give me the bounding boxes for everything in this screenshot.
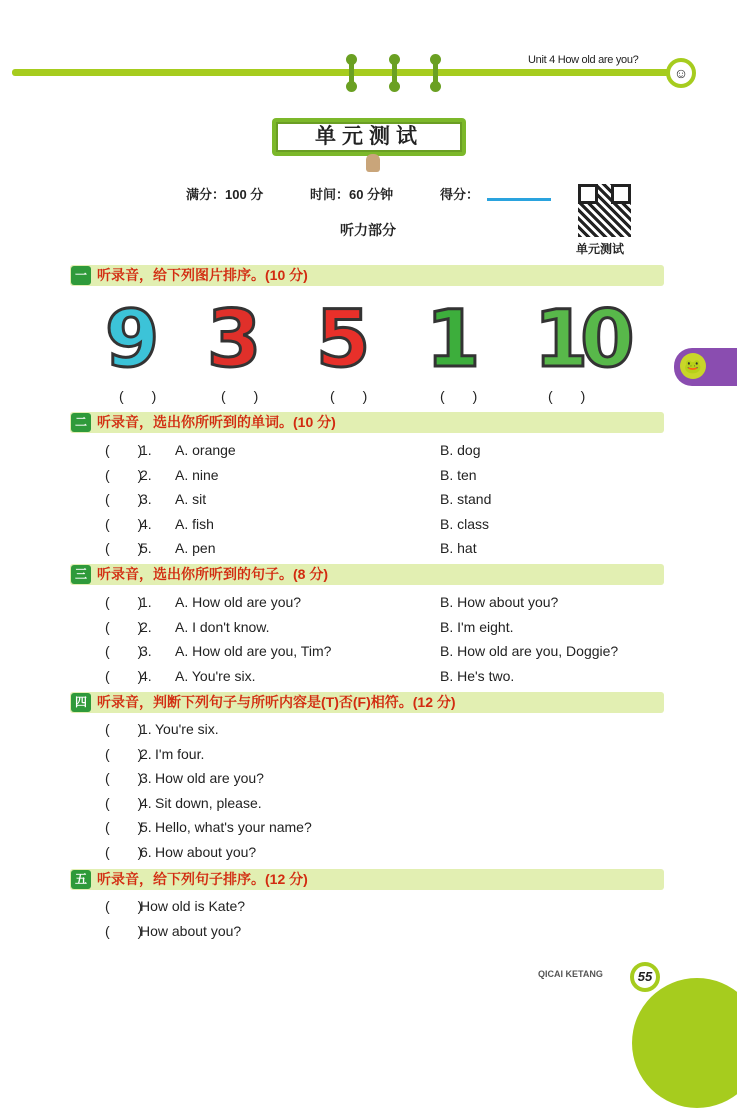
question-row: [0, 641, 737, 661]
question-row: [0, 768, 737, 788]
option-b[interactable]: B. He's two.: [440, 667, 515, 684]
answer-blank[interactable]: ( ): [105, 843, 143, 860]
question-number: 2.: [140, 466, 152, 483]
section-header: [70, 564, 664, 585]
section-title: 听录音，选出你所听到的单词。(10 分): [97, 414, 336, 430]
section-number: 五: [71, 870, 91, 889]
option-a: Hello, what's your name?: [155, 819, 312, 835]
section-header: [70, 692, 664, 713]
question-row: [0, 440, 737, 460]
option-a[interactable]: A. sit: [175, 491, 207, 507]
page-number: 55: [630, 962, 660, 992]
binder-peg: [349, 58, 354, 88]
listening-part-heading: 听力部分: [340, 222, 396, 238]
option-a[interactable]: A. You're six.: [175, 667, 256, 684]
answer-blank[interactable]: ( ): [221, 388, 259, 404]
answer-blank[interactable]: ( ): [105, 898, 143, 914]
answer-blank[interactable]: ( ): [105, 594, 143, 610]
sentence: How old is Kate?: [140, 898, 246, 914]
page-title: 单元测试: [276, 122, 462, 152]
answer-blank[interactable]: ( ): [105, 745, 143, 762]
answer-blank[interactable]: ( ): [105, 618, 143, 635]
option-a[interactable]: A. How old are you?: [175, 594, 302, 610]
answer-blank[interactable]: ( ): [548, 388, 586, 404]
binder-peg: [433, 58, 438, 88]
option-a: You're six.: [155, 721, 219, 737]
footer-brand: QICAI KETANG: [538, 969, 603, 979]
option-b[interactable]: B. How old are you, Doggie?: [440, 643, 619, 659]
answer-blank[interactable]: ( ): [105, 466, 143, 483]
question-number: 1.: [140, 594, 152, 610]
question-row: [0, 842, 737, 862]
question-row: [0, 744, 737, 764]
answer-blank[interactable]: ( ): [119, 388, 157, 404]
question-number: 4.: [140, 794, 152, 811]
section-header: [70, 412, 664, 433]
option-a: How old are you?: [155, 770, 264, 786]
answer-blank[interactable]: ( ): [105, 515, 143, 532]
page-title-box: [272, 118, 466, 156]
number-picture: 1: [426, 295, 481, 385]
option-b[interactable]: B. stand: [440, 491, 492, 507]
option-a[interactable]: A. nine: [175, 466, 219, 483]
answer-blank[interactable]: ( ): [105, 819, 143, 835]
section-number: 四: [71, 693, 91, 712]
section-number: 一: [71, 266, 91, 285]
number-picture: 5: [316, 295, 371, 385]
question-row: [0, 514, 737, 534]
answer-blank[interactable]: ( ): [105, 667, 143, 684]
question-number: 5.: [140, 819, 152, 835]
hand-icon: [366, 154, 380, 172]
question-number: 1.: [140, 442, 152, 458]
option-b[interactable]: B. class: [440, 515, 490, 532]
frog-icon: 🐸: [680, 353, 706, 379]
answer-blank[interactable]: ( ): [440, 388, 478, 404]
question-row: [0, 617, 737, 637]
side-tab: [674, 348, 737, 386]
question-number: 3.: [140, 770, 152, 786]
option-a[interactable]: A. pen: [175, 540, 216, 556]
question-row: [0, 538, 737, 558]
qr-label: 单元测试: [576, 242, 625, 256]
question-number: 2.: [140, 618, 152, 635]
option-a[interactable]: A. How old are you, Tim?: [175, 643, 332, 659]
option-a: How about you?: [155, 843, 257, 860]
section-number: 三: [71, 565, 91, 584]
qr-code[interactable]: [578, 184, 631, 237]
header-line: [12, 69, 682, 76]
cartoon-character-icon: ☺: [666, 58, 696, 88]
answer-blank[interactable]: ( ): [105, 491, 143, 507]
option-a[interactable]: A. fish: [175, 515, 214, 532]
question-row: [0, 793, 737, 813]
question-number: 6.: [140, 843, 152, 860]
option-a: I'm four.: [155, 745, 205, 762]
answer-blank[interactable]: ( ): [105, 922, 143, 939]
answer-blank[interactable]: ( ): [105, 540, 143, 556]
section-header: [70, 869, 664, 890]
score-blank[interactable]: [487, 198, 551, 201]
score-label: 得分：: [440, 187, 480, 202]
option-b[interactable]: B. I'm eight.: [440, 618, 514, 635]
question-row: [0, 666, 737, 686]
answer-blank[interactable]: ( ): [330, 388, 368, 404]
answer-blank[interactable]: ( ): [105, 721, 143, 737]
question-number: 2.: [140, 745, 152, 762]
binder-peg: [392, 58, 397, 88]
option-a[interactable]: A. orange: [175, 442, 236, 458]
section-title: 听录音，给下列图片排序。(10 分): [97, 267, 308, 283]
answer-blank[interactable]: ( ): [105, 794, 143, 811]
answer-blank[interactable]: ( ): [105, 643, 143, 659]
answer-blank[interactable]: ( ): [105, 442, 143, 458]
question-row: [0, 592, 737, 612]
option-b[interactable]: B. dog: [440, 442, 481, 458]
option-a: Sit down, please.: [155, 794, 262, 811]
section-title: 听录音，给下列句子排序。(12 分): [97, 871, 308, 887]
question-row: [0, 489, 737, 509]
question-row: [0, 719, 737, 739]
question-row: [0, 817, 737, 837]
option-a[interactable]: A. I don't know.: [175, 618, 270, 635]
time-limit: 时间：60 分钟: [310, 187, 394, 202]
question-number: 5.: [140, 540, 152, 556]
number-picture: 9: [105, 295, 160, 385]
option-b[interactable]: B. How about you?: [440, 594, 559, 610]
answer-blank[interactable]: ( ): [105, 770, 143, 786]
section-header: [70, 265, 664, 286]
question-number: 4.: [140, 667, 152, 684]
option-b[interactable]: B. ten: [440, 466, 477, 483]
question-number: 4.: [140, 515, 152, 532]
number-picture: 3: [207, 295, 262, 385]
question-number: 3.: [140, 643, 152, 659]
section-title: 听录音，选出你所听到的句子。(8 分): [97, 566, 328, 582]
decor-circle: [632, 978, 737, 1108]
question-number: 1.: [140, 721, 152, 737]
sentence: How about you?: [140, 922, 242, 939]
unit-title: Unit 4 How old are you?: [528, 54, 639, 66]
question-number: 3.: [140, 491, 152, 507]
option-b[interactable]: B. hat: [440, 540, 477, 556]
full-score: 满分：100 分: [186, 187, 264, 202]
section-title: 听录音，判断下列句子与所听内容是(T)否(F)相符。(12 分): [97, 694, 456, 710]
section-number: 二: [71, 413, 91, 432]
question-row: [0, 896, 737, 916]
question-row: [0, 921, 737, 941]
question-row: [0, 465, 737, 485]
number-picture: 10: [534, 295, 627, 385]
